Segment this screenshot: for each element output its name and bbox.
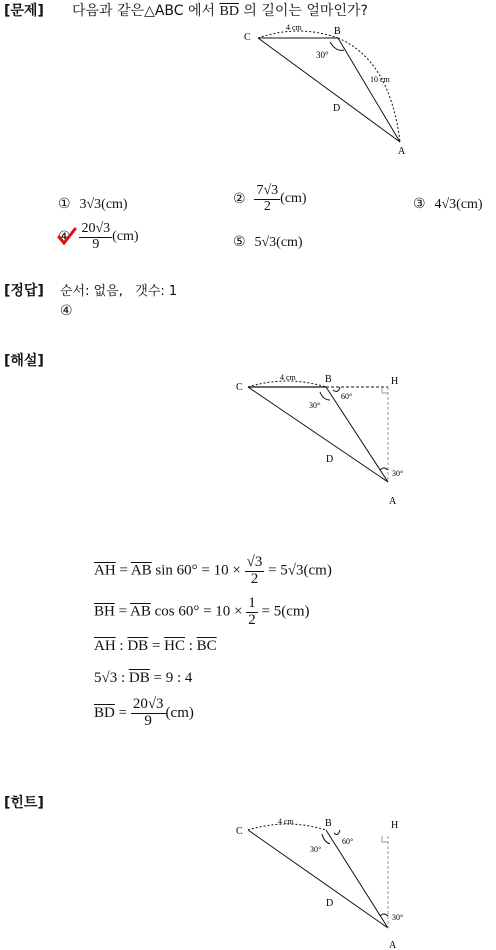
choice-4-unit: (cm) [112, 229, 139, 245]
arc-cb [258, 31, 338, 38]
point-b: B [325, 374, 332, 385]
choice-4-numerator: 20√3 [81, 221, 111, 236]
eq2-rhs: = 5(cm) [261, 603, 310, 620]
choice-1[interactable] [58, 196, 128, 213]
equation-2: $\overline{BH} = \overline{AB}$ cos 60° = 10 × $\frac{1}{2}$ = 5(cm) [94, 595, 310, 628]
hint-label: [힌트] [4, 795, 44, 811]
question-segment: $\overline{BD}$ [219, 4, 239, 19]
point-d: D [326, 454, 334, 465]
solution-diagram [230, 370, 410, 510]
eq2-seg: $\overline{AB}$ [129, 603, 151, 620]
angle-arc [330, 42, 344, 50]
choice-5-text: 5√3(cm) [254, 235, 303, 250]
eq1-trig: sin 60° = 10 × [155, 562, 241, 579]
eq4-post: = 9 : 4 [153, 670, 193, 686]
choice-4[interactable] [58, 222, 139, 252]
eq1-lhs: $\overline{AH}$ [94, 562, 116, 579]
point-c: C [236, 826, 243, 837]
choice-5-mark: ⑤ [233, 234, 246, 250]
equation-1: $\overline{AH} = \overline{AB}$ sin 60° = 10 × $\frac{√3}{2}$ = 5√3(cm) [94, 554, 332, 587]
point-h: H [391, 376, 399, 387]
label-angle-30: 30° [310, 845, 322, 854]
choice-5[interactable] [233, 234, 303, 251]
eq1-rhs: = 5√3(cm) [268, 562, 332, 579]
segment-ba [326, 387, 388, 482]
eq1-den: 2 [250, 570, 259, 587]
choice-2-unit: (cm) [280, 191, 307, 207]
eq2-lhs: $\overline{BH}$ [94, 603, 115, 620]
question-prefix: 다음과 같은△ABC 에서 [72, 3, 216, 19]
angle-arc-a [380, 468, 388, 470]
point-c: C [244, 32, 251, 43]
eq3-b: $\overline{DB}$ [127, 638, 149, 654]
question-text [72, 0, 368, 20]
eq4-pre: 5√3 : [94, 670, 126, 686]
choice-4-mark: ④ [58, 229, 71, 246]
label-cb-length: 4 cm [280, 373, 296, 382]
answer-label: [정답] [4, 283, 44, 299]
answer-value: ④ [60, 303, 73, 319]
eq5-den: 9 [144, 712, 152, 729]
eq2-fraction [246, 596, 258, 629]
point-d: D [333, 103, 341, 114]
eq1-seg: $\overline{AB}$ [130, 562, 152, 579]
label-ba-length: 10 cm [370, 75, 390, 84]
choice-2-numerator: 7√3 [256, 183, 279, 198]
label-angle-60: 60° [341, 392, 353, 401]
choice-2-fraction [254, 184, 280, 214]
eq2-num: 1 [248, 595, 256, 611]
segment-ba [326, 830, 388, 928]
label-cb-length: 4 cm [278, 817, 294, 826]
choice-4-denominator: 9 [92, 236, 100, 252]
point-a: A [389, 496, 397, 507]
hint-diagram [230, 810, 410, 950]
point-c: C [236, 382, 243, 393]
point-a: A [398, 146, 406, 157]
label-cb-length: 4 cm [286, 23, 302, 32]
choice-4-fraction [79, 222, 112, 252]
eq5-num: 20√3 [132, 696, 164, 712]
choice-3[interactable] [413, 196, 483, 213]
choice-2[interactable] [233, 184, 307, 214]
problem-diagram [240, 20, 410, 160]
right-angle [382, 387, 388, 393]
choice-2-denominator: 2 [263, 198, 271, 214]
angle-arc-b [320, 392, 330, 400]
label-angle-60: 60° [342, 837, 354, 846]
choice-4-mark-wrap [58, 229, 71, 245]
eq3-a: $\overline{AH}$ [94, 638, 116, 654]
point-h: H [391, 820, 399, 831]
eq2-trig: cos 60° = 10 × [154, 603, 243, 620]
eq1-num: √3 [246, 554, 263, 570]
equation-4 [94, 670, 192, 687]
eq1-fraction [245, 555, 265, 588]
choice-1-text: 3√3(cm) [79, 197, 128, 212]
right-angle [382, 836, 388, 842]
choice-1-mark: ① [58, 196, 71, 212]
question-suffix: 의 길이는 얼마인가? [243, 3, 368, 19]
label-angle: 30° [316, 50, 329, 60]
segment-ca [258, 38, 400, 142]
problem-label: [문제] [4, 3, 44, 19]
segment-ba [338, 38, 400, 142]
answer-count: 갯수: 1 [135, 284, 178, 299]
eq3-d: $\overline{BC}$ [196, 638, 217, 654]
point-b: B [325, 818, 332, 829]
label-angle-a: 30° [392, 469, 404, 478]
eq5-fraction [131, 697, 166, 730]
equation-3: $\overline{AH}$ : $\overline{DB} = \overline{HC}$ : $\overline{BC}$ [94, 638, 217, 654]
answer-order: 순서: 없음, [60, 284, 123, 299]
point-a: A [389, 940, 397, 950]
choice-2-mark: ② [233, 191, 246, 208]
eq5-unit: (cm) [165, 704, 194, 721]
angle-arc-60 [334, 830, 340, 834]
answer-meta [60, 280, 177, 299]
choice-3-mark: ③ [413, 196, 426, 212]
choice-3-text: 4√3(cm) [434, 197, 483, 212]
checkmark-icon [56, 227, 78, 247]
eq2-den: 2 [248, 611, 256, 628]
solution-label: [해설] [4, 353, 44, 369]
angle-arc-a [380, 914, 388, 916]
angle-arc-60 [333, 387, 340, 391]
eq4-seg: $\overline{DB}$ [128, 670, 150, 686]
point-b: B [334, 26, 341, 37]
angle-arc-b [322, 834, 330, 844]
equation-5: $\overline{BD}$ = $\frac{20√3}{9}$ (cm) [94, 696, 194, 729]
label-angle-30: 30° [309, 401, 321, 410]
label-angle-a: 30° [392, 913, 404, 922]
point-d: D [326, 898, 334, 909]
eq5-seg: $\overline{BD}$ [94, 704, 115, 721]
eq3-c: $\overline{HC}$ [164, 638, 185, 654]
